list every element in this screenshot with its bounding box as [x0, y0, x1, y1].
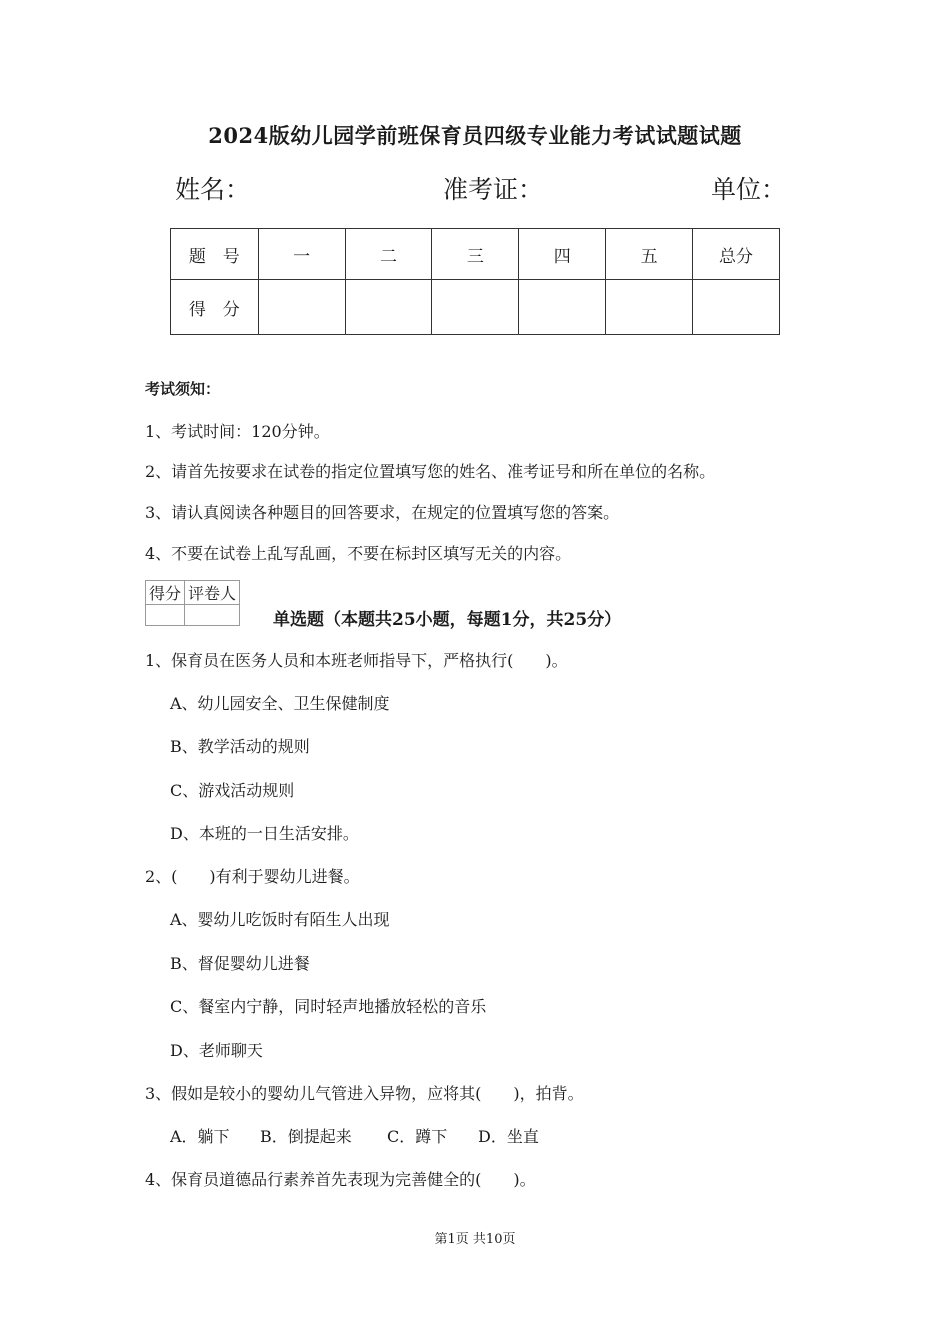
- score-entry-cell: [432, 280, 519, 335]
- grader-name-label: 评卷人: [185, 581, 240, 605]
- question-option: A、幼儿园安全、卫生保健制度: [170, 694, 390, 713]
- page-footer: 第1页 共10页: [434, 1232, 516, 1247]
- score-table-header-row: [171, 229, 780, 280]
- score-table: [170, 228, 780, 335]
- question-stem: 2、( )有利于婴幼儿进餐。: [145, 867, 360, 886]
- notice-item: 4、不要在试卷上乱写乱画，不要在标封区填写无关的内容。: [145, 544, 572, 563]
- score-entry-cell: [258, 280, 345, 335]
- question-option: C．蹲下: [387, 1127, 448, 1146]
- question-option: B、教学活动的规则: [170, 737, 310, 756]
- grader-box: [145, 580, 240, 626]
- notice-item: 3、请认真阅读各种题目的回答要求，在规定的位置填写您的答案。: [145, 503, 620, 522]
- question-option: C、游戏活动规则: [170, 781, 295, 800]
- notice-item: 1、考试时间：120分钟。: [145, 422, 330, 441]
- question-option: D．坐直: [478, 1127, 539, 1146]
- name-label: 姓名：: [175, 175, 251, 204]
- question-stem: 4、保育员道德品行素养首先表现为完善健全的( )。: [145, 1170, 536, 1189]
- score-table-cell: 题 号: [171, 229, 259, 280]
- grader-score-label: 得分: [146, 581, 185, 605]
- question-option: C、餐室内宁静，同时轻声地播放轻松的音乐: [170, 997, 487, 1016]
- notice-item: 2、请首先按要求在试卷的指定位置填写您的姓名、准考证号和所在单位的名称。: [145, 462, 716, 481]
- question-stem: 3、假如是较小的婴幼儿气管进入异物，应将其( )，拍背。: [145, 1084, 584, 1103]
- question-option: D、本班的一日生活安排。: [170, 824, 359, 843]
- score-table-cell: 四: [519, 229, 606, 280]
- question-option: A．躺下: [170, 1127, 230, 1146]
- score-entry-cell: [345, 280, 432, 335]
- exam-no-label: 准考证：: [443, 175, 544, 204]
- page-title: 2024版幼儿园学前班保育员四级专业能力考试试题试题: [208, 123, 742, 148]
- question-option: B．倒提起来: [260, 1127, 352, 1146]
- question-option: D、老师聊天: [170, 1041, 263, 1060]
- grader-name-cell: [185, 605, 240, 626]
- notice-title: 考试须知：: [145, 380, 221, 398]
- score-table-cell: 二: [345, 229, 432, 280]
- score-table-cell: 一: [258, 229, 345, 280]
- score-table-cell: 得 分: [171, 280, 259, 335]
- score-table-cell: 五: [606, 229, 693, 280]
- unit-label: 单位：: [711, 175, 787, 204]
- score-table-cell: 总分: [693, 229, 780, 280]
- question-option: A、婴幼儿吃饭时有陌生人出现: [170, 910, 390, 929]
- question-option: B、督促婴幼儿进餐: [170, 954, 310, 973]
- question-options-row: [170, 1124, 539, 1147]
- score-entry-cell: [693, 280, 780, 335]
- score-table-score-row: [171, 280, 780, 335]
- score-entry-cell: [519, 280, 606, 335]
- section-title: 单选题（本题共25小题，每题1分，共25分）: [273, 610, 622, 630]
- question-stem: 1、保育员在医务人员和本班老师指导下，严格执行( )。: [145, 651, 568, 670]
- score-table-cell: 三: [432, 229, 519, 280]
- grader-score-cell: [146, 605, 185, 626]
- score-entry-cell: [606, 280, 693, 335]
